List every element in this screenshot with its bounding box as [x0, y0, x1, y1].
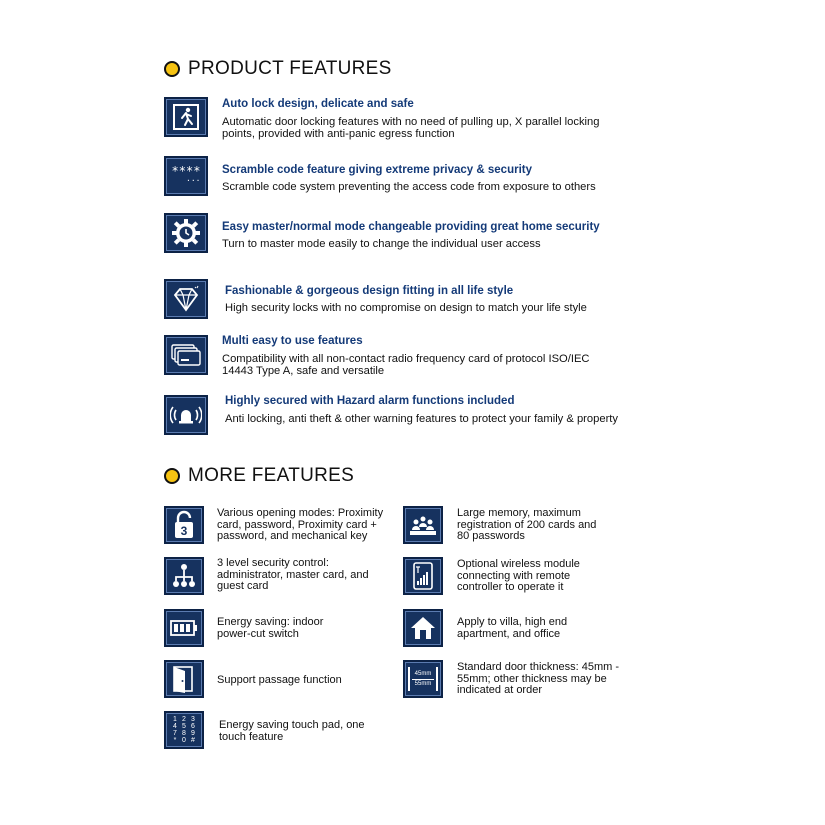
more-feature-text: Standard door thickness: 45mm - 55mm; other thickness may be indicated at order	[457, 661, 620, 696]
door-thickness-icon	[403, 660, 443, 698]
feature-description: Scramble code system preventing the access code from exposure to others	[222, 181, 596, 193]
memory-users-icon	[403, 506, 443, 544]
unlock-3-icon	[164, 506, 204, 544]
keypad-key: *	[173, 737, 177, 744]
hierarchy-icon	[164, 557, 204, 595]
exit-runner-icon	[164, 97, 208, 137]
keypad-key: 8	[182, 730, 186, 737]
feature-title: Fashionable & gorgeous design fitting in all life style	[225, 285, 514, 297]
house-icon	[403, 609, 443, 647]
yellow-bullet-icon	[164, 61, 180, 77]
feature-title: Scramble code feature giving extreme privacy & security	[222, 164, 532, 176]
password-mask-icon: **** ···	[164, 156, 208, 196]
alarm-icon	[164, 395, 208, 435]
more-feature-text: 3 level security control: administrator, master card, and guest card	[217, 557, 369, 592]
wireless-module-icon	[403, 557, 443, 595]
keypad-key: 3	[191, 716, 195, 723]
keypad-key: 6	[191, 723, 195, 730]
yellow-bullet-icon	[164, 468, 180, 484]
gear-clock-icon	[164, 213, 208, 253]
keypad-key: 0	[182, 737, 186, 744]
feature-description: High security locks with no compromise on design to match your life style	[225, 302, 587, 314]
keypad-icon	[164, 711, 204, 749]
cards-icon	[164, 335, 208, 375]
more-feature-text: Various opening modes: Proximity card, password, Proximity card + password, and mechanical key	[217, 507, 384, 542]
feature-description: Automatic door locking features with no need of pulling up, X parallel locking points, provided with anti-panic egress function	[222, 116, 600, 140]
keypad-key: 9	[191, 730, 195, 737]
feature-title: Multi easy to use features	[222, 335, 363, 347]
feature-description: Anti locking, anti theft & other warning features to protect your family & property	[225, 413, 618, 425]
thickness-top-label: 45mm	[414, 670, 432, 677]
product-features-heading	[164, 58, 392, 80]
feature-description: Turn to master mode easily to change the individual user access	[222, 238, 541, 250]
keypad-key: 7	[173, 730, 177, 737]
more-feature-text: Large memory, maximum registration of 200 cards and 80 passwords	[457, 507, 597, 542]
svg-text:3: 3	[180, 524, 188, 538]
door-icon	[164, 660, 204, 698]
more-features-heading-text: MORE FEATURES	[188, 465, 355, 486]
keypad-key: 5	[182, 723, 186, 730]
feature-title: Auto lock design, delicate and safe	[222, 98, 414, 110]
keypad-key: 2	[182, 716, 186, 723]
more-feature-text: Apply to villa, high end apartment, and office	[457, 616, 568, 640]
more-feature-text: Energy saving: indoor power-cut switch	[217, 616, 324, 640]
thickness-bottom-label: 55mm	[414, 680, 432, 687]
keypad-grid	[171, 716, 198, 744]
more-feature-text: Optional wireless module connecting with remote controller to operate it	[457, 558, 580, 593]
product-features-heading-text: PRODUCT FEATURES	[188, 58, 392, 79]
more-feature-text: Energy saving touch pad, one touch feature	[219, 719, 365, 743]
keypad-key: 4	[173, 723, 177, 730]
feature-description: Compatibility with all non-contact radio frequency card of protocol ISO/IEC 14443 Type A, safe and versatile	[222, 353, 590, 377]
battery-icon	[164, 609, 204, 647]
diamond-icon	[164, 279, 208, 319]
feature-title: Highly secured with Hazard alarm functions included	[225, 395, 515, 407]
more-feature-text: Support passage function	[217, 674, 342, 686]
feature-title: Easy master/normal mode changeable providing great home security	[222, 221, 600, 233]
keypad-key: 1	[173, 716, 177, 723]
keypad-key: #	[191, 737, 195, 744]
password-mask-text: ****	[171, 164, 201, 178]
more-features-heading	[164, 465, 354, 487]
